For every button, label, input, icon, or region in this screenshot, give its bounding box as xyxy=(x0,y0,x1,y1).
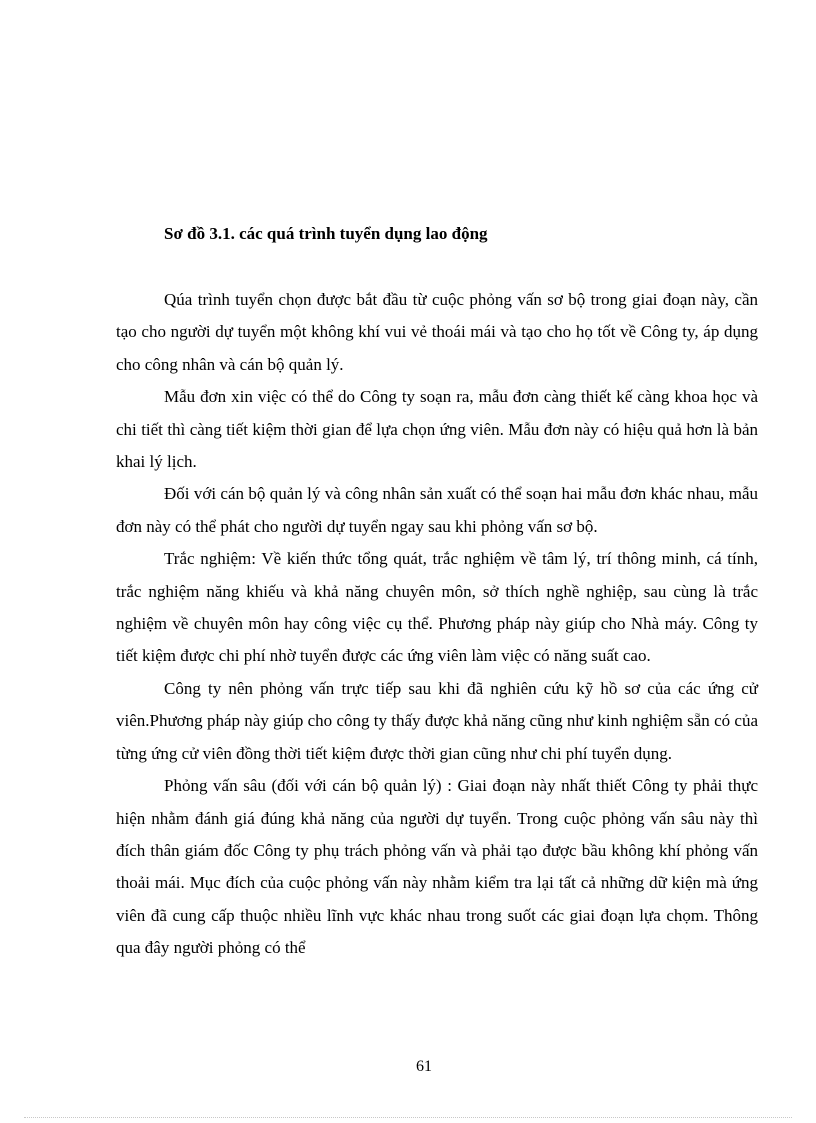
paragraph-direct-interview: Công ty nên phỏng vấn trực tiếp sau khi đã nghiên cứu kỹ hồ sơ của các ứng cử viên.Phương pháp này giúp cho công ty thấy được khả năng cũng như kinh nghiệm sẵn có của từng ứng cử viên đồng thời tiết kiệm được thời gian cũng như chi phí tuyển dụng. xyxy=(116,678,758,763)
paragraph-separate-forms: Đối với cán bộ quản lý và công nhân sản xuất có thể soạn hai mẫu đơn khác nhau, mẫu đơn này có thể phát cho người dự tuyển ngay sau khi phỏng vấn sơ bộ. xyxy=(116,484,758,536)
page-number: 61 xyxy=(416,1058,432,1075)
page-bottom-divider xyxy=(24,1117,792,1118)
paragraph-application-form: Mẫu đơn xin việc có thể do Công ty soạn ra, mẫu đơn càng thiết kế càng khoa học và chi tiết thì càng tiết kiệm thời gian để lựa chọn ứng viên. Mẫu đơn này có hiệu quả hơn là bản khai lý lịch. xyxy=(116,387,758,472)
section-heading: Sơ đồ 3.1. các quá trình tuyển dụng lao động xyxy=(164,224,488,243)
paragraph-in-depth-interview: Phỏng vấn sâu (đối với cán bộ quản lý) : Giai đoạn này nhất thiết Công ty phải thực hiện nhằm đánh giá đúng khả năng của người dự tuyển. Trong cuộc phỏng vấn sâu này thì đích thân giám đốc Công ty phụ trách phỏng vấn và phải tạo được bầu không khí phỏng vấn thoải mái. Mục đích của cuộc phỏng vấn này nhằm kiểm tra lại tất cả những dữ kiện mà ứng viên đã cung cấp thuộc nhiều lĩnh vực khác nhau trong suốt các giai đoạn lựa chọm. Thông qua đây người phỏng có thể xyxy=(116,776,758,958)
body-text xyxy=(116,284,758,965)
paragraph-preliminary-interview: Qúa trình tuyển chọn được bắt đầu từ cuộc phỏng vấn sơ bộ trong giai đoạn này, cần tạo cho người dự tuyển một không khí vui vẻ thoái mái và tạo cho họ tốt về Công ty, áp dụng cho công nhân và cán bộ quản lý. xyxy=(116,290,758,374)
paragraph-testing: Trắc nghiệm: Về kiến thức tổng quát, trắc nghiệm về tâm lý, trí thông minh, cá tính, trắc nghiệm năng khiếu và khả năng chuyên môn, sở thích nghề nghiệp, sau cùng là trắc nghiệm về chuyên môn hay công việc cụ thể. Phương pháp này giúp cho Nhà máy. Công ty tiết kiệm được chi phí nhờ tuyển được các ứng viên làm việc có năng suất cao. xyxy=(116,549,758,666)
